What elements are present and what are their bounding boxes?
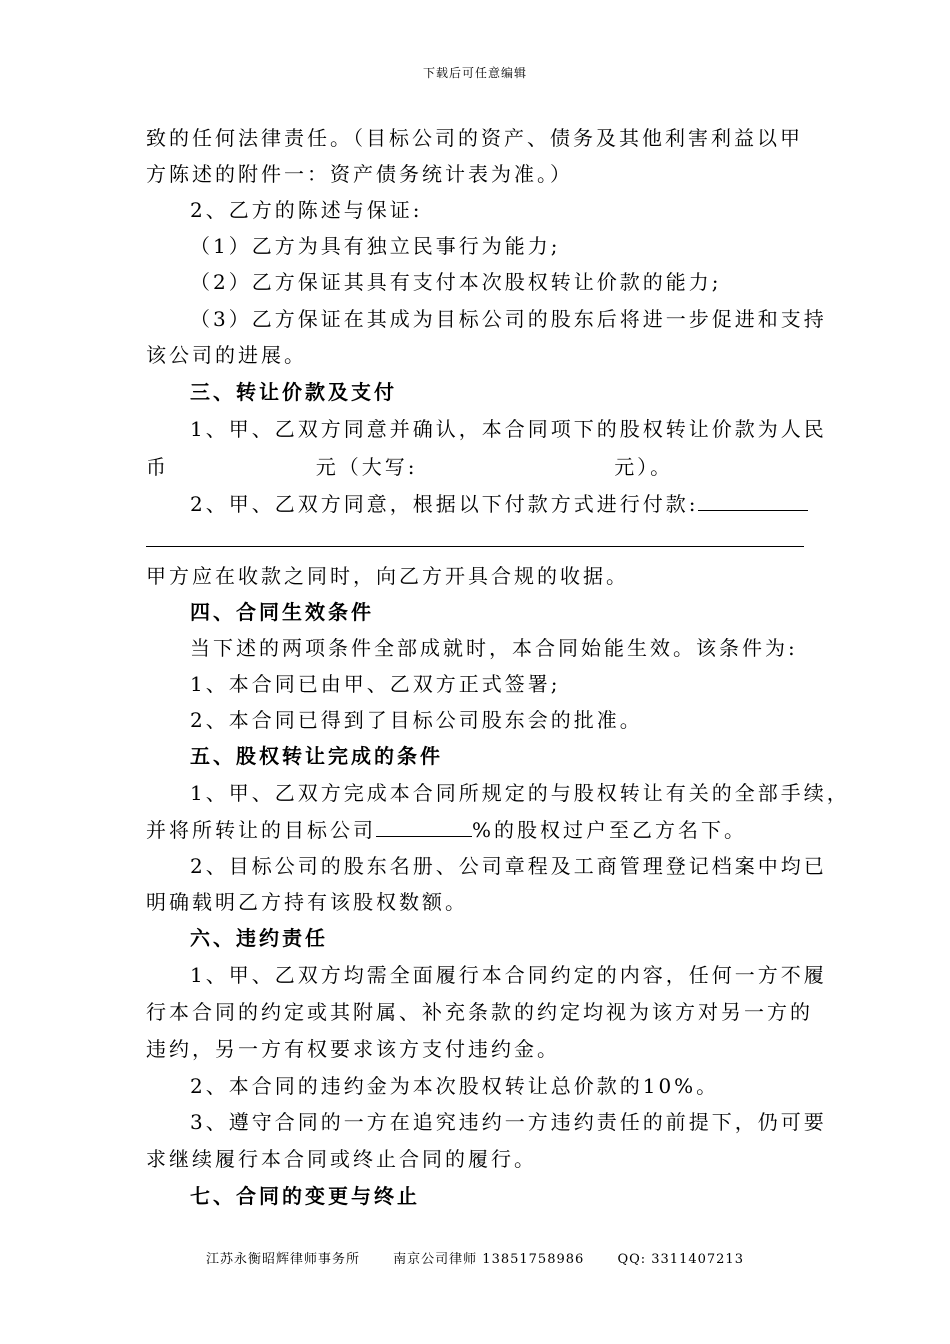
body-line: 方陈述的附件一：资产债务统计表为准。） (146, 162, 573, 186)
body-line: 1、本合同已由甲、乙双方正式签署; (190, 672, 561, 696)
price-line (146, 453, 806, 481)
page-header: 下载后可任意编辑 (422, 66, 527, 80)
section-heading-7: 七、合同的变更与终止 (190, 1184, 420, 1208)
section-heading-3: 三、转让价款及支付 (190, 380, 397, 404)
body-line: 行本合同的约定或其附属、补充条款的约定均视为该方对另一方的 (146, 1000, 813, 1024)
share-label: 并将所转让的目标公司 (146, 818, 376, 842)
body-line: 1、甲、乙双方完成本合同所规定的与股权转让有关的全部手续， (190, 781, 850, 805)
payment-line (190, 490, 806, 518)
body-line: 该公司的进展。 (146, 343, 307, 367)
price-amount-end: 元）。 (614, 455, 674, 479)
body-line: 2、目标公司的股东名册、公司章程及工商管理登记档案中均已 (190, 854, 827, 878)
section-heading-6: 六、违约责任 (190, 926, 328, 950)
section-heading-5: 五、股权转让完成的条件 (190, 744, 443, 768)
share-percent-blank[interactable] (376, 816, 472, 837)
body-line: 1、甲、乙双方同意并确认，本合同项下的股权转让价款为人民 (190, 417, 827, 441)
body-line: 当下述的两项条件全部成就时，本合同始能生效。该条件为: (190, 636, 798, 660)
payment-method-blank[interactable] (698, 490, 808, 511)
footer-lawyer-phone: 南京公司律师 13851758986 (393, 1252, 585, 1267)
body-line: 2、本合同已得到了目标公司股东会的批准。 (190, 708, 643, 732)
footer-firm: 江苏永衡昭辉律师事务所 (206, 1252, 361, 1267)
price-amount-label: 元（大写: (315, 455, 418, 479)
share-line (146, 816, 806, 844)
footer-qq: QQ: 3311407213 (617, 1252, 744, 1267)
body-line: 违约，另一方有权要求该方支付违约金。 (146, 1037, 560, 1061)
body-line: 2、乙方的陈述与保证: (190, 198, 423, 222)
body-line: 3、遵守合同的一方在追究违约一方违约责任的前提下，仍可要 (190, 1110, 827, 1134)
payment-method-label: 2、甲、乙双方同意，根据以下付款方式进行付款: (190, 492, 699, 516)
body-line: 明确载明乙方持有该股权数额。 (146, 890, 468, 914)
body-line: （2）乙方保证其具有支付本次股权转让价款的能力; (190, 270, 722, 294)
share-label-end: %的股权过户至乙方名下。 (472, 818, 748, 842)
body-line: 2、本合同的违约金为本次股权转让总价款的10%。 (190, 1074, 720, 1098)
body-line: （1）乙方为具有独立民事行为能力; (190, 234, 561, 258)
body-line: 求继续履行本合同或终止合同的履行。 (146, 1147, 537, 1171)
body-line: 甲方应在收款之同时，向乙方开具合规的收据。 (146, 564, 629, 588)
page-footer (0, 1248, 950, 1267)
body-line: 1、甲、乙双方均需全面履行本合同约定的内容，任何一方不履 (190, 963, 827, 987)
body-line: 致的任何法律责任。（目标公司的资产、债务及其他利害利益以甲 (146, 126, 803, 150)
section-heading-4: 四、合同生效条件 (190, 600, 374, 624)
price-currency: 币 (146, 455, 169, 479)
body-line: （3）乙方保证在其成为目标公司的股东后将进一步促进和支持 (190, 307, 827, 331)
payment-method-blank-line[interactable] (146, 546, 804, 547)
